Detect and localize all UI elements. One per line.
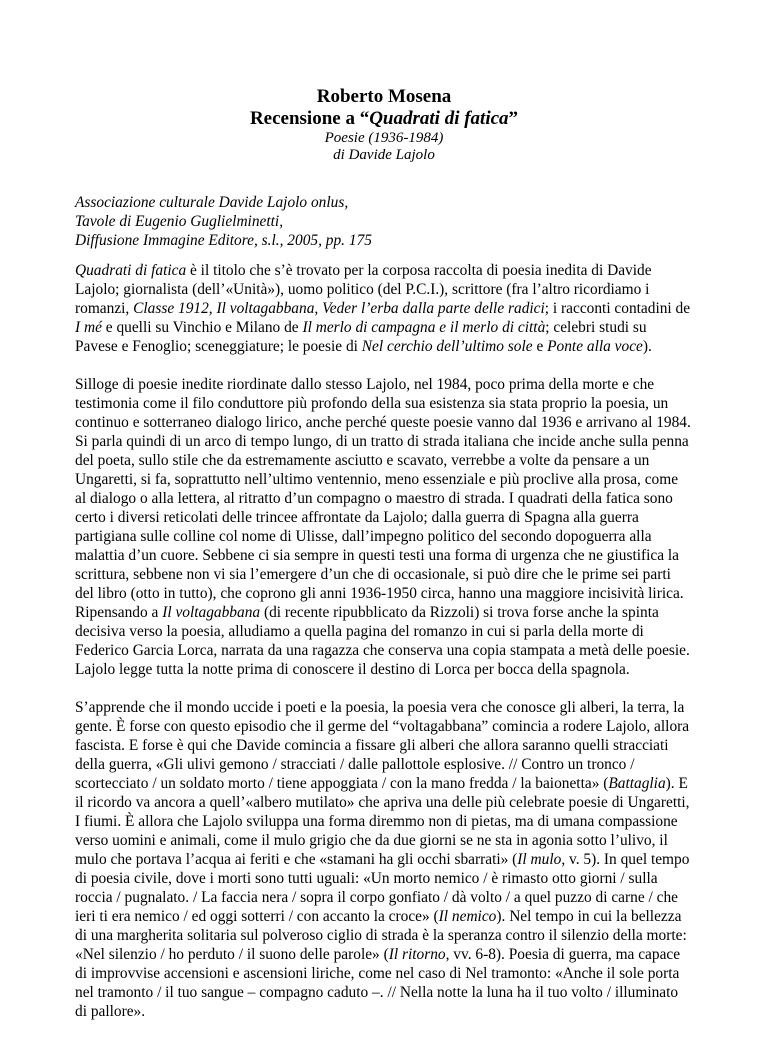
subtitle: Poesie (1936-1984) (324, 130, 444, 146)
title-block (0, 86, 768, 164)
publication-info (75, 193, 705, 250)
paragraph-1: Quadrati di fatica è il titolo che s’è trovato per la corposa raccolta di poesia inedita di Davide Lajolo; giornalista (dell’«Unità»), uomo politico (del P.C.I.), scrittore (fra l’altro ricordiamo i romanzi, Classe 1912, Il voltagabbana, Veder l’erba dalla parte delle radici; i racconti contadini de I mé e quelli su Vinchio e Milano de Il merlo di campagna e il merlo di città; celebri studi su Pavese e Fenoglio; sceneggiature; le poesie di Nel cerchio dell’ultimo sole e Ponte alla voce). (75, 262, 691, 355)
author-name: Roberto Mosena (316, 86, 452, 107)
publication-line: Associazione culturale Davide Lajolo onlus, (75, 194, 349, 211)
publication-line: Tavole di Eugenio Guglielminetti, (75, 213, 284, 230)
publication-line: Diffusione Immagine Editore, s.l., 2005, pp. 175 (75, 232, 372, 249)
review-title: Recensione a “Quadrati di fatica” (249, 108, 519, 129)
byline: di Davide Lajolo (333, 147, 435, 163)
book-title: Quadrati di fatica (369, 108, 509, 129)
paragraph-2: Silloge di poesie inedite riordinate dallo stesso Lajolo, nel 1984, poco prima della morte e che testimonia come il filo conduttore più profondo della sua esistenza sia stata proprio la poesia, un continuo e sotterraneo dialogo lirico, anche perché queste poesie vanno dal 1936 e arrivano al 1984. Si parla quindi di un arco di tempo lungo, di un tratto di strada italiana che incide anche sulla penna del poeta, sullo stile che da estremamente asciutto e scavato, verrebbe a volte da pensare a un Ungaretti, si fa, soprattutto nell’ultimo ventennio, meno essenziale e più proclive alla prosa, come al dialogo o alla lettera, al ritratto d’un compagno o maestro di strada. I quadrati della fatica sono certo i diversi reticolati delle trincee affrontate da Lajolo; dalla guerra di Spagna alla guerra partigiana sulle colline col nome di Ulisse, dall’impegno politico del secondo dopoguerra alla malattia d’un cuore. Sebbene ci sia sempre in questi testi una forma di urgenza che ne giustifica la scrittura, sebbene non vi sia l’emergere d’un che di occasionale, si può dire che le prime sei parti del libro (otto in tutto), che coprono gli anni 1936-1950 circa, hanno una maggiore incisività lirica. Ripensando a Il voltagabbana (di recente ripubblicato da Rizzoli) si trova forse anche la spinta decisiva verso la poesia, alludiamo a quella pagina del romanzo in cui si parla della morte di Federico Garcia Lorca, narrata da una ragazza che conserva una copia stampata a metà delle poesie. Lajolo legge tutta la notte prima di conoscere il destino di Lorca per bocca della spagnola. (75, 376, 691, 678)
review-body (75, 261, 705, 1040)
paragraph-3: S’apprende che il mondo uccide i poeti e la poesia, la poesia vera che conosce gli alberi, la terra, la gente. È forse con questo episodio che il germe del “voltagabbana” comincia a rodere Lajolo, allora fascista. E forse è qui che Davide comincia a fissare gli alberi che allora saranno quelli stracciati della guerra, «Gli ulivi gemono / stracciati / dalle pallottole esplosive. // Contro un tronco / scortecciato / un soldato morto / tiene appoggiata / con la mano fredda / la baionetta» (Battaglia). E il ricordo va ancora a quell’«albero mutilato» che apriva una delle più celebrate poesie di Ungaretti, I fiumi. È allora che Lajolo sviluppa una forma diremmo non di pietas, ma di umana compassione verso uomini e animali, come il mulo grigio che da due giorni se ne sta in agonia sotto l’ulivo, il mulo che portava l’acqua ai feriti e che «stamani ha gli occhi sbarrati» (Il mulo, v. 5). In quel tempo di poesia civile, dove i morti sono tutti uguali: «Un morto nemico / è rimasto otto giorni / sulla roccia / pugnalato. / La faccia nera / sopra il corpo gonfiato / dà volto / a quel puzzo di carne / che ieri ti era nemico / ed oggi sotterri / con accanto la croce» (Il nemico). Nel tempo in cui la bellezza di una margherita solitaria sul polveroso ciglio di strada è la speranza contro il silenzio della morte: «Nel silenzio / ho perduto / il suono delle parole» (Il ritorno, vv. 6-8). Poesia di guerra, ma capace di improvvise accensioni e ascensioni liriche, come nel caso di Nel tramonto: «Anche il sole porta nel tramonto / il tuo sangue – compagno caduto –. // Nella notte la luna ha il tuo volto / illuminato di pallore». (75, 699, 690, 1020)
